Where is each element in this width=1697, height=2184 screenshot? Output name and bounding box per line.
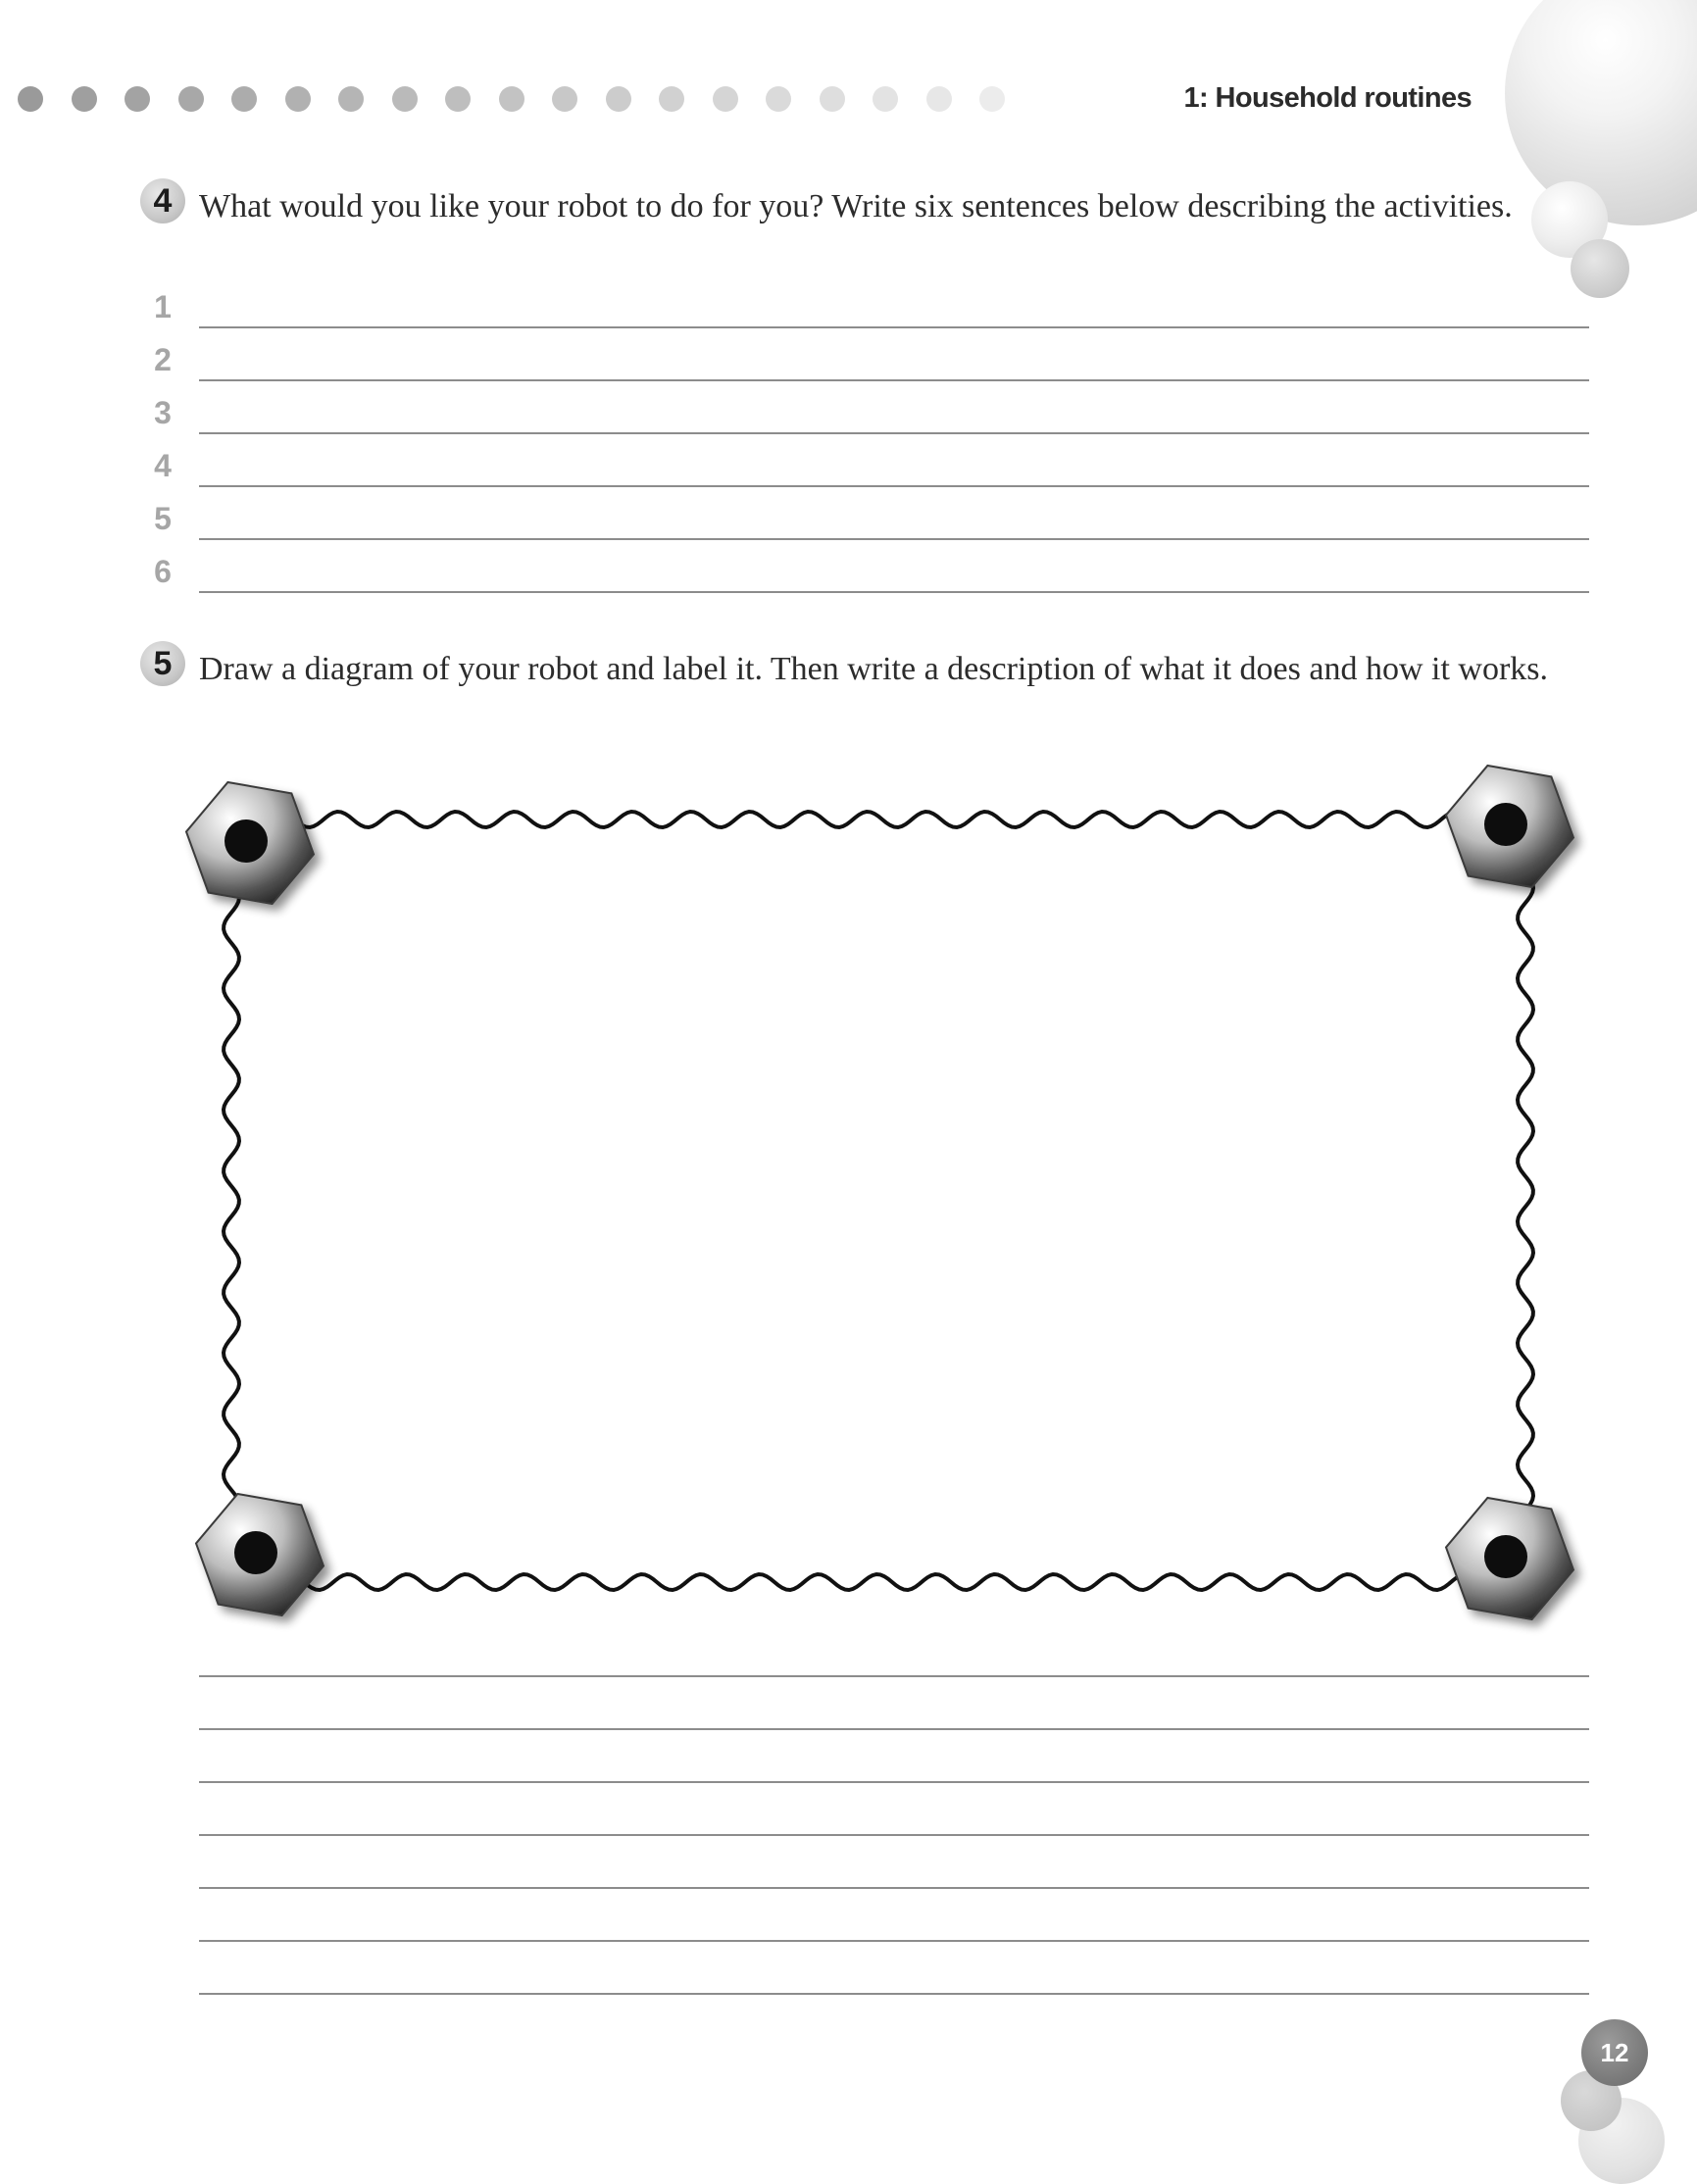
- bolt-bottom-right-icon: [1446, 1498, 1573, 1619]
- bolt-top-left-icon: [186, 782, 314, 904]
- answer-line-number: 6: [154, 554, 172, 589]
- description-line[interactable]: [199, 1781, 1589, 1783]
- description-line[interactable]: [199, 1940, 1589, 1942]
- exercise-4-instruction: What would you like your robot to do for you? Write six sentences below describing the activities.: [199, 188, 1513, 224]
- section-title: 1: Household routines: [1183, 82, 1472, 114]
- page-number: 12: [1581, 2019, 1648, 2086]
- exercise-4-number: 4: [140, 178, 185, 223]
- answer-line-number: 2: [154, 342, 172, 377]
- description-line[interactable]: [199, 1993, 1589, 1995]
- bolt-top-right-icon: [1446, 766, 1573, 887]
- exercise-5-number: 5: [140, 641, 185, 686]
- answer-line-number: 4: [154, 448, 172, 483]
- description-line[interactable]: [199, 1887, 1589, 1889]
- description-line[interactable]: [199, 1728, 1589, 1730]
- answer-line-number: 3: [154, 395, 172, 430]
- wavy-wire-right: [1518, 872, 1533, 1508]
- exercise-5-instruction: Draw a diagram of your robot and label it. Then write a description of what it does and how it works.: [199, 651, 1549, 687]
- description-line[interactable]: [199, 1834, 1589, 1836]
- answer-line-number: 5: [154, 501, 172, 536]
- description-line[interactable]: [199, 1675, 1589, 1677]
- wavy-wire-left: [224, 882, 239, 1510]
- bolt-bottom-left-icon: [196, 1494, 324, 1615]
- wavy-wire-top: [294, 812, 1471, 827]
- answer-line-number: 1: [154, 289, 172, 324]
- wavy-wire-bottom: [304, 1574, 1469, 1590]
